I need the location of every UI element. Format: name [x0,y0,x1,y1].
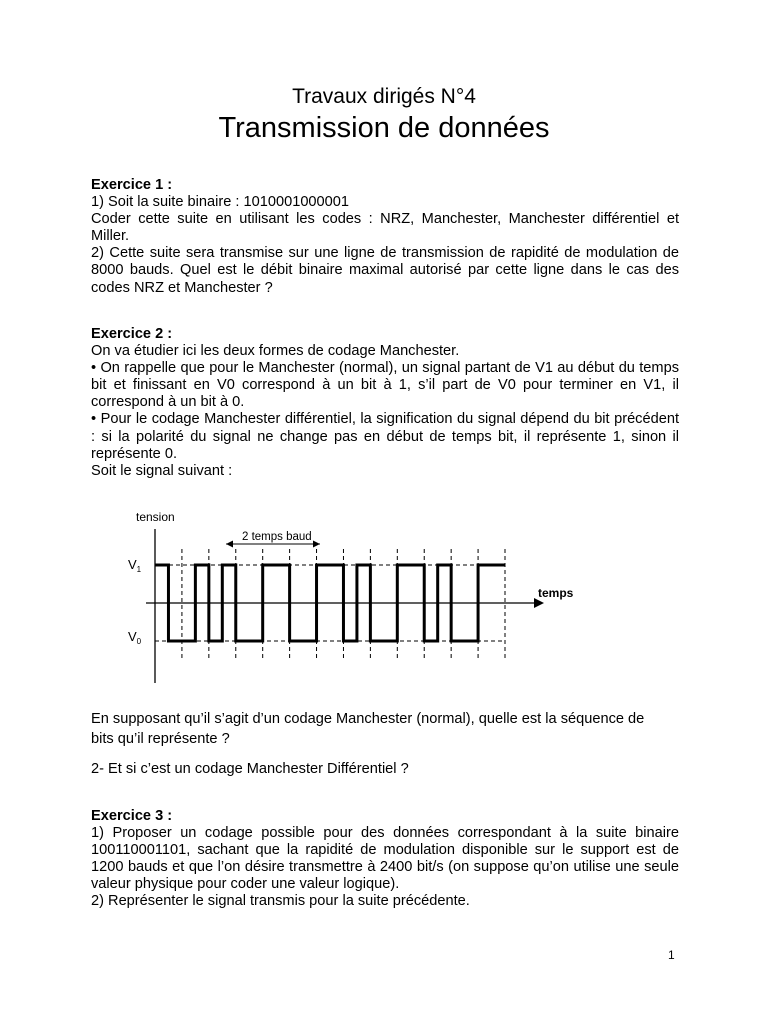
exercise-2 [91,326,679,480]
exercise-2-heading: Exercice 2 : [91,326,173,342]
exercise-3-line: 2) Représenter le signal transmis pour la suite précédente. [91,893,470,910]
x-axis-label: temps [538,586,574,600]
y-axis-label: tension [136,510,175,524]
exercise-3-heading: Exercice 3 : [91,808,173,824]
exercise-1 [91,177,679,297]
v0-label: $V_0$ [128,629,142,646]
v1-label: $V_1$ [128,557,142,574]
exercise-1-line: 2) Cette suite sera transmise sur une ligne de transmission de rapidité de modulation de 8000 bauds. Quel est le débit binaire maximal autorisé par cette ligne dans le cas des codes NRZ et Manchester ? [91,245,679,296]
bracket-label: 2 temps baud [242,531,312,543]
exercise-3-line: 1) Proposer un codage possible pour des données correspondant à la suite binaire 100110001101, sachant que la rapidité de modulation disponible sur le support est de 1200 bauds et que l’on désire transmettre à 2400 bit/s (on suppose qu’on utilise une seule valeur physique pour coder une valeur logique). [91,825,679,893]
exercise-1-line: Coder cette suite en utilisant les codes : NRZ, Manchester, Manchester différentiel et Miller. [91,211,679,245]
exercise-2-line: • Pour le codage Manchester différentiel, la signification du signal dépend du bit précédent : si la polarité du signal ne change pas en début de temps bit, il représente 1, sinon il représente 0. [91,411,679,462]
exercise-2-line: • On rappelle que pour le Manchester (normal), un signal partant de V1 au début du temps bit et finissant en V0 correspond à un bit à 1, s’il part de V0 pour terminer en V1, il correspond à un bit à 0. [91,360,679,411]
doc-title: Transmission de données [218,112,550,144]
bracket-left-arrow-icon [226,541,233,548]
exercise-2-line: On va étudier ici les deux formes de codage Manchester. [91,343,460,360]
bracket-right-arrow-icon [313,541,320,548]
exercise-2-question-1: En supposant qu’il s’agit d’un codage Manchester (normal), quelle est la séquence de bits qu’il représente ? [91,711,645,747]
manchester-signal-diagram [116,503,586,689]
exercise-1-line: 1) Soit la suite binaire : 1010001000001 [91,194,350,211]
exercise-1-heading: Exercice 1 : [91,177,173,193]
exercise-3 [91,808,679,911]
exercise-2-line: Soit le signal suivant : [91,462,233,479]
doc-subtitle: Travaux dirigés N°4 [292,85,476,108]
page-number: 1 [668,948,675,962]
exercise-2-question-2: 2- Et si c’est un codage Manchester Différentiel ? [91,761,409,777]
